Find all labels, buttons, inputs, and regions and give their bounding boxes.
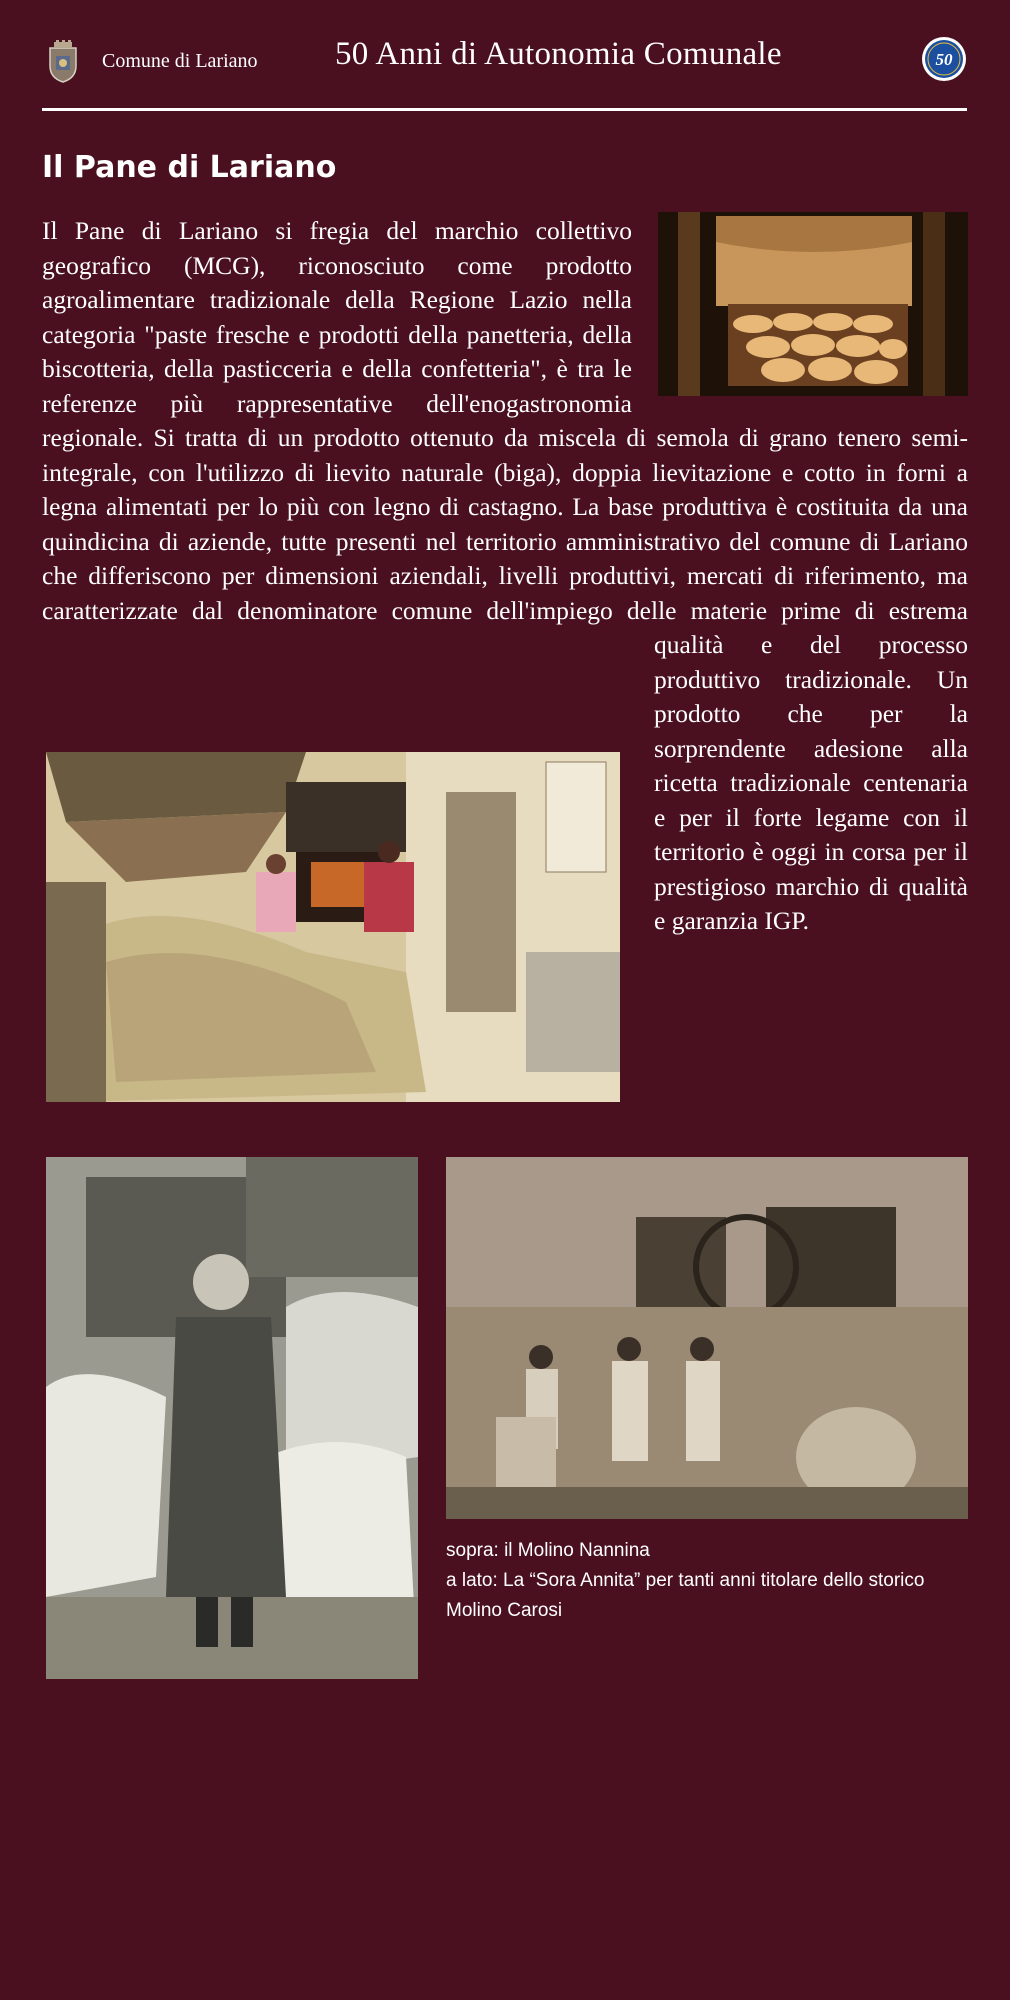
article-body-text: Il Pane di Lariano si fregia del marchio collettivo geografico (MCG), riconosciuto come prodotto agroalimentare tradizionale della Regione Lazio nella categoria "paste fresche e prodotti della panetteria, della biscotteria, della pasticceria e della confetteria", è tra le referenze più rappresentative dell'enogastronomia regionale. Si tratta di un prodotto ottenuto da miscela di semola di grano tenero semi-integrale, con l'utilizzo di lievito naturale (biga), doppia lievitazione e cotto in forni a legna alimentati per lo più con legno di castagno. La base produttiva è costituita da una quindicina di aziende, tutte presenti nel territorio amministrativo del comune di Lariano che differiscono per dimensioni aziendali, livelli produttivi, mercati di riferimento, ma caratterizzate dal denominatore comune dell'impiego — [42, 216, 968, 625]
article-body-text-continued: delle materie prime di estrema qualità e del processo produttivo tradizionale. Un prodotto che per la sorprendente adesione alla ricetta tradizionale centenaria e per il forte legame con il territorio è oggi in corsa per il prestigioso marchio di qualità e garanzia IGP. — [626, 595, 968, 935]
sora-annita-photo — [46, 1157, 418, 1679]
municipal-crest-icon — [44, 40, 82, 84]
bakery-workers-photo — [46, 752, 620, 1102]
article-title: Il Pane di Lariano — [42, 150, 337, 185]
anniversary-50-badge-icon — [921, 36, 967, 82]
molino-nannina-photo — [446, 1157, 968, 1519]
photo-captions — [446, 1536, 966, 1626]
page-header — [42, 30, 967, 111]
header-title: 50 Anni di Autonomia Comunale — [335, 36, 782, 72]
caption-line-1: sopra: il Molino Nannina — [446, 1540, 650, 1561]
caption-line-3: Molino Carosi — [446, 1600, 563, 1621]
comune-label: Comune di Lariano — [102, 50, 258, 72]
oven-bread-photo — [658, 212, 968, 396]
badge-number: 50 — [935, 50, 953, 69]
caption-line-2: a lato: La “Sora Annita” per tanti anni titolare dello storico — [446, 1570, 925, 1591]
